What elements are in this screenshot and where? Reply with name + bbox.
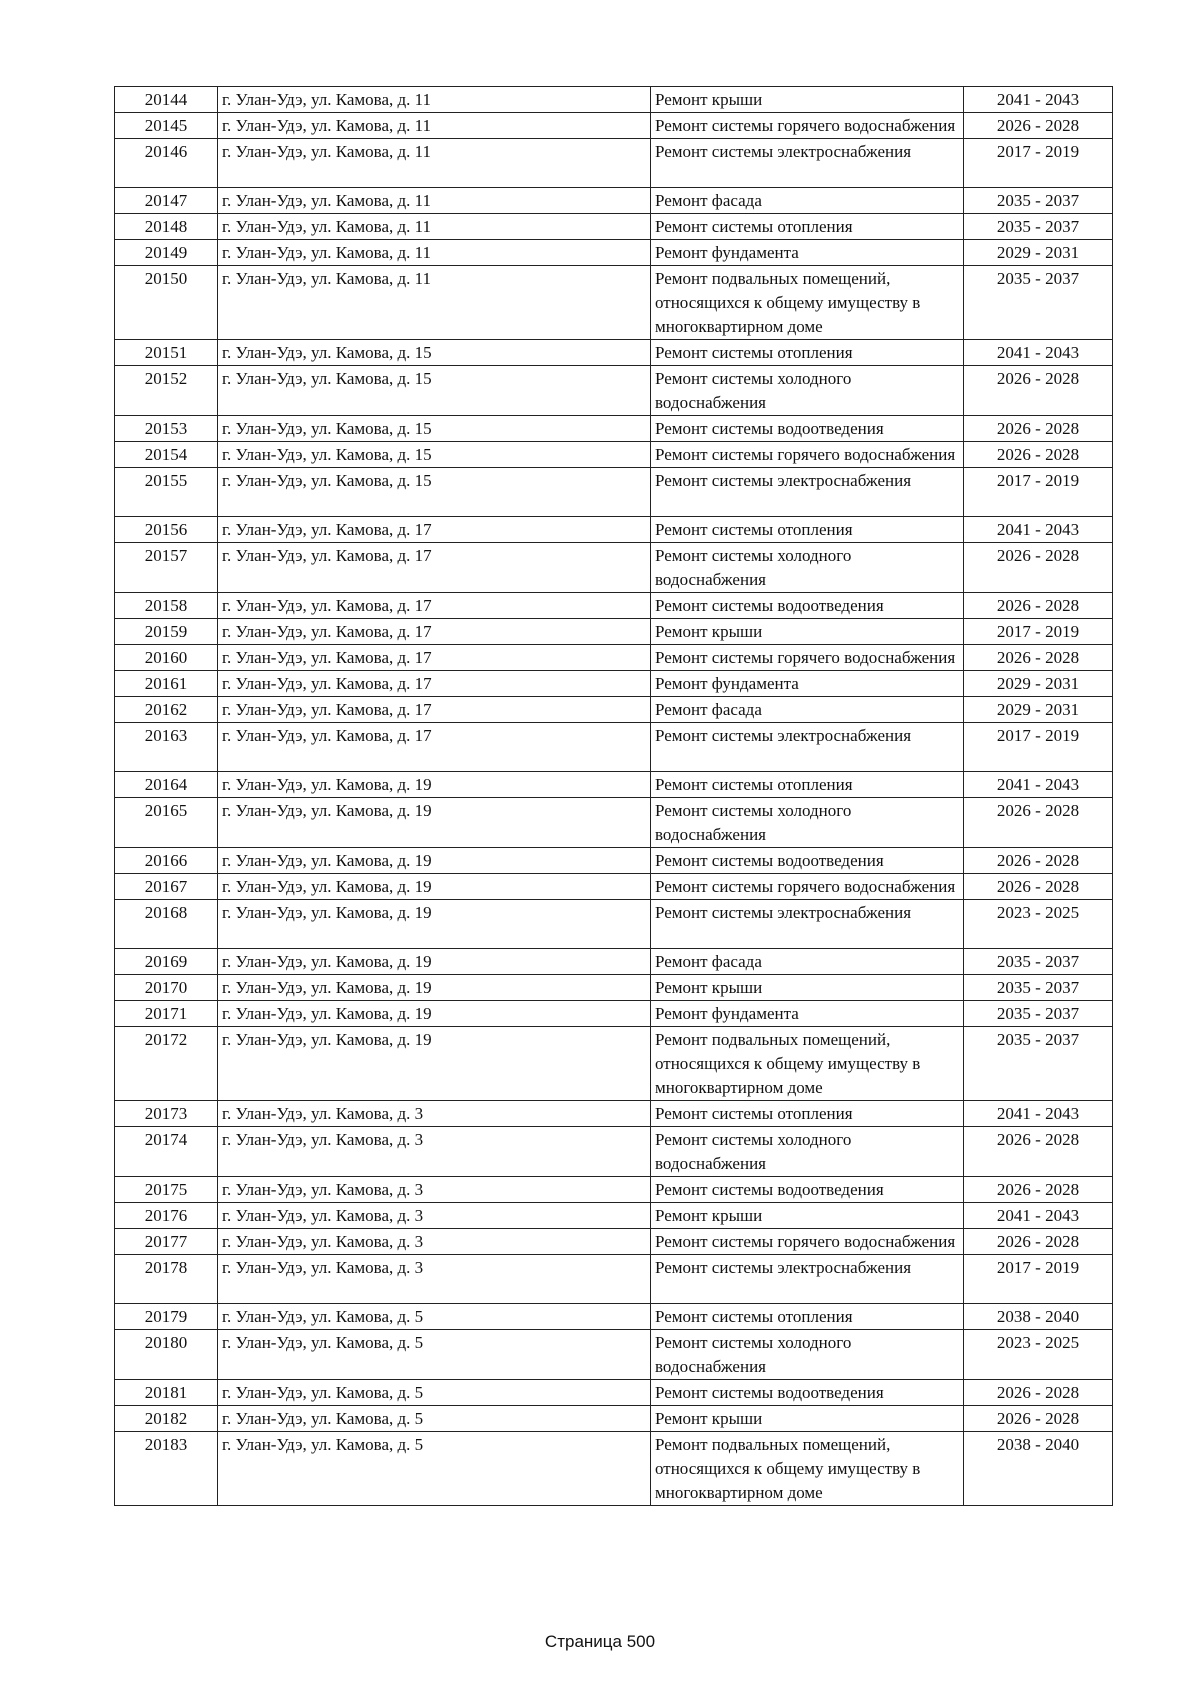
row-address: г. Улан-Удэ, ул. Камова, д. 17 xyxy=(218,645,651,671)
row-address: г. Улан-Удэ, ул. Камова, д. 19 xyxy=(218,1001,651,1027)
row-id: 20154 xyxy=(115,442,218,468)
row-address: г. Улан-Удэ, ул. Камова, д. 19 xyxy=(218,975,651,1001)
row-period: 2029 - 2031 xyxy=(964,697,1113,723)
row-period: 2026 - 2028 xyxy=(964,113,1113,139)
row-id: 20170 xyxy=(115,975,218,1001)
row-work: Ремонт системы электроснабжения xyxy=(651,723,964,772)
row-address: г. Улан-Удэ, ул. Камова, д. 5 xyxy=(218,1304,651,1330)
table-row xyxy=(115,975,1113,1001)
table-row xyxy=(115,874,1113,900)
row-period: 2035 - 2037 xyxy=(964,975,1113,1001)
row-period: 2017 - 2019 xyxy=(964,619,1113,645)
table-row xyxy=(115,366,1113,416)
row-work: Ремонт системы горячего водоснабжения xyxy=(651,645,964,671)
table-row xyxy=(115,1406,1113,1432)
row-work: Ремонт системы горячего водоснабжения xyxy=(651,442,964,468)
row-period: 2026 - 2028 xyxy=(964,543,1113,593)
row-period: 2026 - 2028 xyxy=(964,645,1113,671)
table-row xyxy=(115,671,1113,697)
row-period: 2041 - 2043 xyxy=(964,517,1113,543)
row-address: г. Улан-Удэ, ул. Камова, д. 3 xyxy=(218,1101,651,1127)
row-id: 20181 xyxy=(115,1380,218,1406)
row-id: 20147 xyxy=(115,188,218,214)
row-period: 2017 - 2019 xyxy=(964,468,1113,517)
row-work: Ремонт крыши xyxy=(651,1203,964,1229)
table-row xyxy=(115,1380,1113,1406)
row-period: 2041 - 2043 xyxy=(964,1203,1113,1229)
row-work: Ремонт системы холодного водоснабжения xyxy=(651,798,964,848)
table-row xyxy=(115,1304,1113,1330)
row-work: Ремонт фасада xyxy=(651,697,964,723)
row-id: 20146 xyxy=(115,139,218,188)
row-address: г. Улан-Удэ, ул. Камова, д. 19 xyxy=(218,798,651,848)
table-row xyxy=(115,517,1113,543)
row-work: Ремонт системы холодного водоснабжения xyxy=(651,366,964,416)
row-id: 20180 xyxy=(115,1330,218,1380)
row-address: г. Улан-Удэ, ул. Камова, д. 11 xyxy=(218,240,651,266)
row-id: 20144 xyxy=(115,87,218,113)
row-period: 2026 - 2028 xyxy=(964,1380,1113,1406)
row-period: 2023 - 2025 xyxy=(964,900,1113,949)
row-id: 20166 xyxy=(115,848,218,874)
row-address: г. Улан-Удэ, ул. Камова, д. 15 xyxy=(218,416,651,442)
table-row xyxy=(115,1229,1113,1255)
table-row xyxy=(115,1127,1113,1177)
row-address: г. Улан-Удэ, ул. Камова, д. 19 xyxy=(218,772,651,798)
row-address: г. Улан-Удэ, ул. Камова, д. 17 xyxy=(218,619,651,645)
row-work: Ремонт системы холодного водоснабжения xyxy=(651,1330,964,1380)
table-row xyxy=(115,442,1113,468)
row-work: Ремонт системы водоотведения xyxy=(651,593,964,619)
row-work: Ремонт фундамента xyxy=(651,240,964,266)
row-work: Ремонт фасада xyxy=(651,949,964,975)
row-work: Ремонт подвальных помещений, относящихся к общему имуществу в многоквартирном доме xyxy=(651,266,964,340)
table-row xyxy=(115,1203,1113,1229)
row-period: 2035 - 2037 xyxy=(964,949,1113,975)
row-id: 20157 xyxy=(115,543,218,593)
row-address: г. Улан-Удэ, ул. Камова, д. 11 xyxy=(218,87,651,113)
row-id: 20167 xyxy=(115,874,218,900)
row-period: 2026 - 2028 xyxy=(964,366,1113,416)
row-id: 20156 xyxy=(115,517,218,543)
table-row xyxy=(115,848,1113,874)
table-row xyxy=(115,593,1113,619)
table-row xyxy=(115,1101,1113,1127)
row-address: г. Улан-Удэ, ул. Камова, д. 15 xyxy=(218,468,651,517)
table-row xyxy=(115,723,1113,772)
table-row xyxy=(115,87,1113,113)
row-period: 2026 - 2028 xyxy=(964,442,1113,468)
row-work: Ремонт системы отопления xyxy=(651,1304,964,1330)
table-row xyxy=(115,1330,1113,1380)
row-work: Ремонт системы электроснабжения xyxy=(651,468,964,517)
works-table xyxy=(114,86,1113,1506)
row-work: Ремонт системы водоотведения xyxy=(651,1177,964,1203)
row-work: Ремонт системы отопления xyxy=(651,214,964,240)
table-row xyxy=(115,188,1113,214)
row-id: 20158 xyxy=(115,593,218,619)
row-work: Ремонт системы горячего водоснабжения xyxy=(651,113,964,139)
row-address: г. Улан-Удэ, ул. Камова, д. 19 xyxy=(218,949,651,975)
row-id: 20175 xyxy=(115,1177,218,1203)
row-id: 20165 xyxy=(115,798,218,848)
row-id: 20160 xyxy=(115,645,218,671)
row-period: 2029 - 2031 xyxy=(964,240,1113,266)
row-address: г. Улан-Удэ, ул. Камова, д. 17 xyxy=(218,517,651,543)
row-id: 20182 xyxy=(115,1406,218,1432)
row-id: 20163 xyxy=(115,723,218,772)
table-row xyxy=(115,949,1113,975)
row-address: г. Улан-Удэ, ул. Камова, д. 15 xyxy=(218,366,651,416)
row-period: 2035 - 2037 xyxy=(964,188,1113,214)
row-period: 2026 - 2028 xyxy=(964,798,1113,848)
row-period: 2041 - 2043 xyxy=(964,87,1113,113)
row-work: Ремонт системы водоотведения xyxy=(651,1380,964,1406)
row-id: 20149 xyxy=(115,240,218,266)
table-row xyxy=(115,900,1113,949)
row-address: г. Улан-Удэ, ул. Камова, д. 17 xyxy=(218,723,651,772)
table-row xyxy=(115,468,1113,517)
row-period: 2038 - 2040 xyxy=(964,1304,1113,1330)
row-address: г. Улан-Удэ, ул. Камова, д. 15 xyxy=(218,340,651,366)
row-period: 2023 - 2025 xyxy=(964,1330,1113,1380)
row-work: Ремонт фундамента xyxy=(651,671,964,697)
row-address: г. Улан-Удэ, ул. Камова, д. 17 xyxy=(218,543,651,593)
table-row xyxy=(115,697,1113,723)
row-work: Ремонт подвальных помещений, относящихся к общему имуществу в многоквартирном доме xyxy=(651,1432,964,1506)
row-id: 20151 xyxy=(115,340,218,366)
row-work: Ремонт системы отопления xyxy=(651,340,964,366)
row-id: 20164 xyxy=(115,772,218,798)
row-work: Ремонт системы горячего водоснабжения xyxy=(651,1229,964,1255)
row-address: г. Улан-Удэ, ул. Камова, д. 11 xyxy=(218,214,651,240)
row-id: 20168 xyxy=(115,900,218,949)
row-id: 20178 xyxy=(115,1255,218,1304)
row-period: 2035 - 2037 xyxy=(964,214,1113,240)
row-period: 2041 - 2043 xyxy=(964,772,1113,798)
row-id: 20183 xyxy=(115,1432,218,1506)
row-id: 20155 xyxy=(115,468,218,517)
table-row xyxy=(115,772,1113,798)
row-work: Ремонт фундамента xyxy=(651,1001,964,1027)
row-work: Ремонт системы водоотведения xyxy=(651,848,964,874)
table-row xyxy=(115,645,1113,671)
row-period: 2035 - 2037 xyxy=(964,1027,1113,1101)
row-id: 20169 xyxy=(115,949,218,975)
row-id: 20172 xyxy=(115,1027,218,1101)
row-address: г. Улан-Удэ, ул. Камова, д. 3 xyxy=(218,1127,651,1177)
table-row xyxy=(115,1177,1113,1203)
table-row xyxy=(115,416,1113,442)
row-period: 2017 - 2019 xyxy=(964,1255,1113,1304)
row-work: Ремонт крыши xyxy=(651,1406,964,1432)
row-period: 2026 - 2028 xyxy=(964,593,1113,619)
row-id: 20148 xyxy=(115,214,218,240)
row-work: Ремонт системы холодного водоснабжения xyxy=(651,543,964,593)
row-work: Ремонт системы водоотведения xyxy=(651,416,964,442)
row-address: г. Улан-Удэ, ул. Камова, д. 5 xyxy=(218,1380,651,1406)
row-id: 20174 xyxy=(115,1127,218,1177)
row-work: Ремонт системы электроснабжения xyxy=(651,900,964,949)
row-period: 2026 - 2028 xyxy=(964,1127,1113,1177)
row-address: г. Улан-Удэ, ул. Камова, д. 11 xyxy=(218,113,651,139)
row-address: г. Улан-Удэ, ул. Камова, д. 17 xyxy=(218,671,651,697)
row-period: 2026 - 2028 xyxy=(964,1406,1113,1432)
row-id: 20159 xyxy=(115,619,218,645)
row-id: 20179 xyxy=(115,1304,218,1330)
row-id: 20153 xyxy=(115,416,218,442)
row-work: Ремонт системы отопления xyxy=(651,1101,964,1127)
row-address: г. Улан-Удэ, ул. Камова, д. 19 xyxy=(218,874,651,900)
row-id: 20150 xyxy=(115,266,218,340)
row-work: Ремонт крыши xyxy=(651,619,964,645)
row-work: Ремонт системы горячего водоснабжения xyxy=(651,874,964,900)
row-period: 2041 - 2043 xyxy=(964,340,1113,366)
table-row xyxy=(115,1255,1113,1304)
works-table-body xyxy=(115,87,1113,1506)
row-period: 2026 - 2028 xyxy=(964,416,1113,442)
row-address: г. Улан-Удэ, ул. Камова, д. 17 xyxy=(218,697,651,723)
table-row xyxy=(115,113,1113,139)
row-period: 2026 - 2028 xyxy=(964,1229,1113,1255)
row-work: Ремонт системы отопления xyxy=(651,772,964,798)
row-work: Ремонт системы электроснабжения xyxy=(651,139,964,188)
row-period: 2029 - 2031 xyxy=(964,671,1113,697)
row-id: 20162 xyxy=(115,697,218,723)
row-address: г. Улан-Удэ, ул. Камова, д. 15 xyxy=(218,442,651,468)
row-period: 2017 - 2019 xyxy=(964,139,1113,188)
table-row xyxy=(115,240,1113,266)
row-work: Ремонт системы холодного водоснабжения xyxy=(651,1127,964,1177)
table-row xyxy=(115,1027,1113,1101)
row-work: Ремонт системы отопления xyxy=(651,517,964,543)
table-row xyxy=(115,340,1113,366)
row-id: 20161 xyxy=(115,671,218,697)
row-address: г. Улан-Удэ, ул. Камова, д. 5 xyxy=(218,1330,651,1380)
row-period: 2026 - 2028 xyxy=(964,1177,1113,1203)
row-id: 20152 xyxy=(115,366,218,416)
row-address: г. Улан-Удэ, ул. Камова, д. 11 xyxy=(218,139,651,188)
row-address: г. Улан-Удэ, ул. Камова, д. 19 xyxy=(218,900,651,949)
row-address: г. Улан-Удэ, ул. Камова, д. 11 xyxy=(218,266,651,340)
table-row xyxy=(115,139,1113,188)
row-address: г. Улан-Удэ, ул. Камова, д. 3 xyxy=(218,1203,651,1229)
row-address: г. Улан-Удэ, ул. Камова, д. 5 xyxy=(218,1406,651,1432)
table-row xyxy=(115,1432,1113,1506)
row-work: Ремонт крыши xyxy=(651,87,964,113)
row-address: г. Улан-Удэ, ул. Камова, д. 5 xyxy=(218,1432,651,1506)
row-work: Ремонт крыши xyxy=(651,975,964,1001)
row-address: г. Улан-Удэ, ул. Камова, д. 17 xyxy=(218,593,651,619)
row-address: г. Улан-Удэ, ул. Камова, д. 19 xyxy=(218,848,651,874)
row-work: Ремонт подвальных помещений, относящихся к общему имуществу в многоквартирном доме xyxy=(651,1027,964,1101)
table-row xyxy=(115,266,1113,340)
row-period: 2026 - 2028 xyxy=(964,848,1113,874)
row-period: 2038 - 2040 xyxy=(964,1432,1113,1506)
table-row xyxy=(115,1001,1113,1027)
row-period: 2041 - 2043 xyxy=(964,1101,1113,1127)
row-address: г. Улан-Удэ, ул. Камова, д. 11 xyxy=(218,188,651,214)
row-address: г. Улан-Удэ, ул. Камова, д. 19 xyxy=(218,1027,651,1101)
row-id: 20173 xyxy=(115,1101,218,1127)
row-id: 20145 xyxy=(115,113,218,139)
row-address: г. Улан-Удэ, ул. Камова, д. 3 xyxy=(218,1229,651,1255)
table-row xyxy=(115,543,1113,593)
row-period: 2017 - 2019 xyxy=(964,723,1113,772)
row-period: 2035 - 2037 xyxy=(964,1001,1113,1027)
table-row xyxy=(115,619,1113,645)
row-work: Ремонт фасада xyxy=(651,188,964,214)
table-row xyxy=(115,798,1113,848)
row-id: 20171 xyxy=(115,1001,218,1027)
row-address: г. Улан-Удэ, ул. Камова, д. 3 xyxy=(218,1255,651,1304)
row-id: 20176 xyxy=(115,1203,218,1229)
row-address: г. Улан-Удэ, ул. Камова, д. 3 xyxy=(218,1177,651,1203)
table-row xyxy=(115,214,1113,240)
page-number: Страница 500 xyxy=(544,1632,656,1651)
row-period: 2026 - 2028 xyxy=(964,874,1113,900)
row-work: Ремонт системы электроснабжения xyxy=(651,1255,964,1304)
row-period: 2035 - 2037 xyxy=(964,266,1113,340)
row-id: 20177 xyxy=(115,1229,218,1255)
